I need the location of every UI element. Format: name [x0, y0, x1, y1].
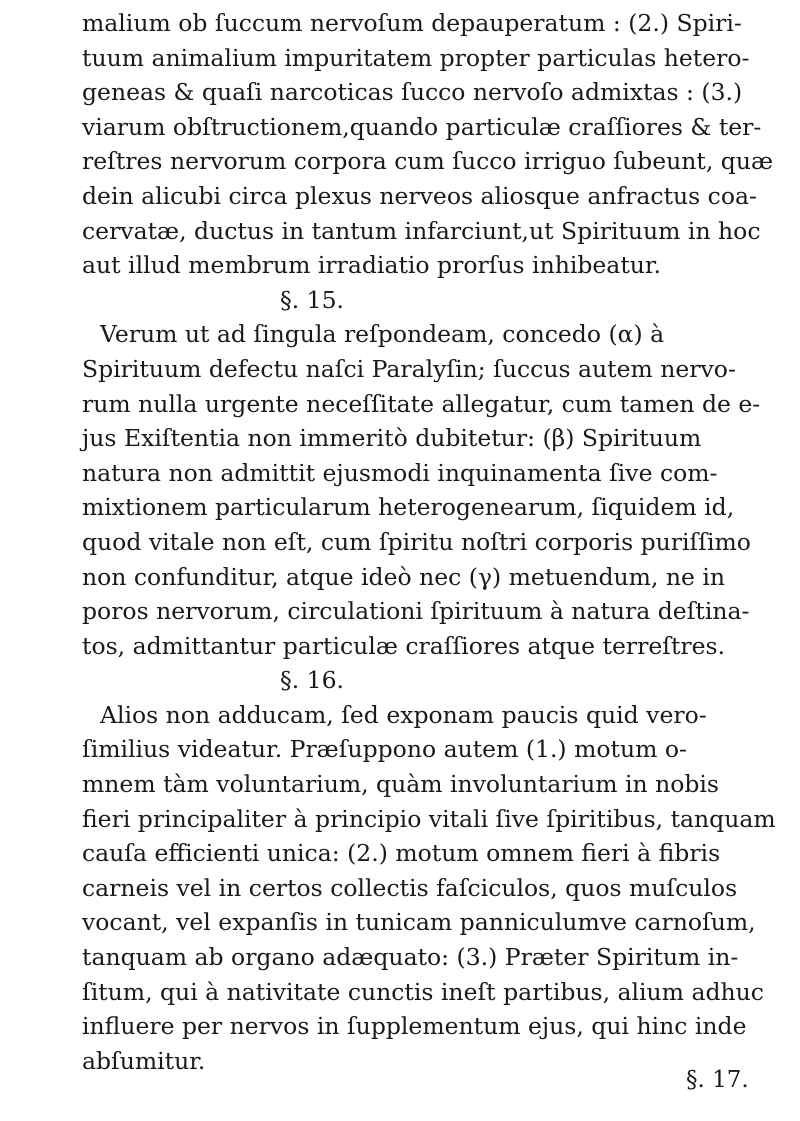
text-line: viarum obſtructionem,quando particulæ craſſiores & ter- [82, 112, 762, 141]
text-line: carneis vel in certos collectis faſciculos, quos muſculos [82, 873, 738, 902]
text-line: cauſa efficienti unica: (2.) motum omnem fieri à fibris [82, 839, 721, 868]
text-line: reſtres nervorum corpora cum ſucco irriguo ſubeunt, quæ [82, 147, 774, 176]
text-line: Verum ut ad ſingula reſpondeam, concedo (α) à [100, 320, 665, 349]
text-line: tos, admittantur particulæ craſſiores atque terreſtres. [82, 631, 726, 660]
text-line: quod vitale non eſt, cum ſpiritu noſtri corporis puriſſimo [82, 527, 751, 556]
section-heading: §. 15. [279, 285, 345, 314]
text-line: ſitum, qui à nativitate cunctis ineſt partibus, alium adhuc [82, 977, 764, 1006]
body-text [82, 6, 776, 1078]
text-line: natura non admittit ejusmodi inquinamenta ſive com- [82, 458, 718, 487]
text-line: poros nervorum, circulationi ſpirituum à natura deſtina- [82, 597, 750, 626]
text-line: tuum animalium impuritatem propter particulas hetero- [82, 43, 750, 72]
text-line: influere per nervos in ſupplementum ejus, qui hinc inde [82, 1012, 747, 1041]
text-line: malium ob ſuccum nervoſum depauperatum : (2.) Spiri- [82, 9, 742, 37]
catchword: §. 17. [686, 1067, 749, 1093]
text-line: jus Exiſtentia non immeritò dubitetur: (β) Spirituum [82, 424, 702, 453]
text-line: ſimilius videatur. Præſuppono autem (1.) motum o- [82, 735, 687, 764]
text-line: Spirituum defectu naſci Paralyſin; ſuccus autem nervo- [82, 354, 736, 383]
text-line: aut illud membrum irradiatio prorſus inhibeatur. [82, 251, 662, 280]
text-line: abſumitur. [82, 1046, 206, 1075]
section-heading: §. 16. [279, 666, 345, 695]
text-line: geneas & quaſi narcoticas ſucco nervoſo admixtas : (3.) [82, 78, 743, 107]
text-line: dein alicubi circa plexus nerveos aliosque anfractus coa- [82, 181, 757, 210]
text-line: non confunditur, atque ideò nec (γ) metuendum, ne in [82, 562, 726, 591]
text-line: Alios non adducam, ſed exponam paucis quid vero- [100, 700, 707, 729]
text-line: cervatæ, ductus in tantum infarciunt,ut Spirituum in hoc [82, 216, 761, 245]
text-line: fieri principaliter à principio vitali ſive ſpiritibus, tanquam [82, 804, 776, 833]
text-line: mnem tàm voluntarium, quàm involuntarium in nobis [82, 770, 719, 799]
text-line: rum nulla urgente neceſſitate allegatur, cum tamen de e- [82, 389, 761, 418]
text-line: tanquam ab organo adæquato: (3.) Præter Spiritum in- [82, 943, 739, 972]
text-line: mixtionem particularum heterogenearum, ſiquidem id, [82, 493, 735, 522]
text-line: vocant, vel expanſis in tunicam panniculumve carnoſum, [82, 908, 756, 937]
